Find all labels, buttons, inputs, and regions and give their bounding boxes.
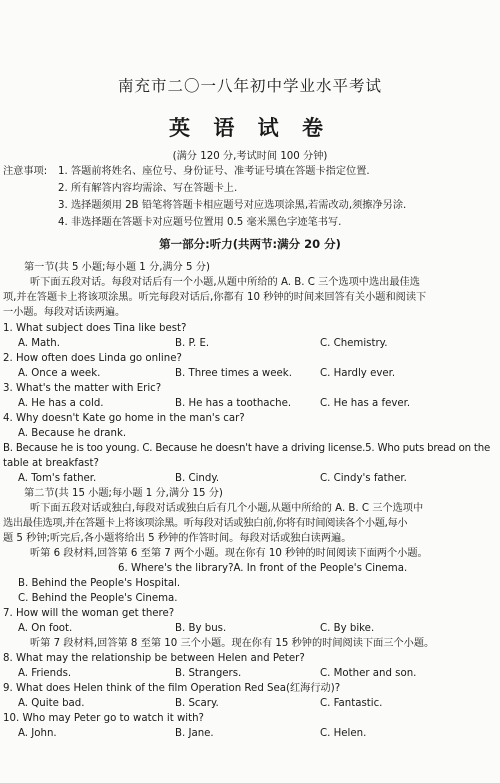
option-a: A. He has a cold. [18, 398, 104, 409]
notice-item-1: 1. 答题前将姓名、座位号、身份证号、准考证号填在答题卡指定位置. [58, 166, 370, 177]
option-b: B. He has a toothache. [175, 398, 292, 409]
option-a: A. On foot. [18, 623, 73, 634]
question-stem: 9. What does Helen think of the film Operation Red Sea(红海行动)? [3, 683, 341, 694]
question-stem: 3. What's the matter with Eric? [3, 383, 162, 394]
section2-instruction-line: 听下面五段对话或独白,每段对话或独白后有几个小题,从题中所给的 A. B. C 三个选项中 [30, 503, 424, 514]
option-run-line: B. Because he is too young. C. Because he doesn't have a driving license.5. Who puts bread on the [3, 443, 491, 454]
option-c: C. He has a fever. [320, 398, 411, 409]
question-stem: 8. What may the relationship be between Helen and Peter? [3, 653, 305, 664]
notice-item-3: 3. 选择题须用 2B 铅笔将答题卡相应题号对应选项涂黑,若需改动,须擦净另涂. [58, 200, 407, 211]
option-a: A. Quite bad. [18, 698, 85, 709]
option-c: C. Helen. [320, 728, 367, 739]
option-c: C. Fantastic. [320, 698, 383, 709]
exam-title: 南充市二〇一八年初中学业水平考试 [117, 77, 382, 95]
option-b: B. Scary. [175, 698, 219, 709]
part1-heading: 第一部分:听力(共两节:满分 20 分) [159, 237, 341, 251]
notice-item-2: 2. 所有解答内容均需涂、写在答题卡上. [58, 183, 238, 194]
option-b: B. Cindy. [175, 473, 220, 484]
option-a: A. Math. [18, 338, 60, 349]
section1-instruction-line: 一小题。每段对话读两遍。 [3, 307, 126, 318]
option-b: B. Behind the People's Hospital. [18, 578, 181, 589]
option-a: A. Friends. [18, 668, 72, 679]
question-stem: 7. How will the woman get there? [3, 608, 175, 619]
option-c: C. By bike. [320, 623, 375, 634]
option-a: A. Because he drank. [18, 428, 127, 439]
exam-subtitle: (满分 120 分,考试时间 100 分钟) [172, 151, 328, 162]
option-a: A. Tom's father. [18, 473, 97, 484]
section1-heading: 第一节(共 5 小题;每小题 1 分,满分 5 分) [24, 262, 210, 273]
option-a: A. Once a week. [18, 368, 101, 379]
option-b: B. Jane. [175, 728, 214, 739]
material-6-instruction: 听第 6 段材料,回答第 6 至第 7 两个小题。现在你有 10 秒钟的时间阅读下面两个小题。 [30, 548, 428, 559]
section1-instruction-line: 听下面五段对话。每段对话后有一个小题,从题中所给的 A. B. C 三个选项中选出最佳选 [30, 277, 420, 288]
notice-label: 注意事项: [3, 166, 48, 177]
material-7-instruction: 听第 7 段材料,回答第 8 至第 10 三个小题。现在你有 15 秒钟的时间阅读下面三个小题。 [30, 638, 435, 649]
option-c: C. Chemistry. [320, 338, 388, 349]
section1-instruction-line: 项,并在答题卡上将该项涂黑。听完每段对话后,你都有 10 秒钟的时间来回答有关小题和阅读下 [3, 292, 427, 303]
question-stem: 2. How often does Linda go online? [3, 353, 182, 364]
question-stem: 4. Why doesn't Kate go home in the man's car? [3, 413, 245, 424]
option-c: C. Cindy's father. [320, 473, 407, 484]
subject-title: 英 语 试 卷 [169, 115, 331, 140]
option-c: C. Behind the People's Cinema. [18, 593, 178, 604]
option-c: C. Mother and son. [320, 668, 417, 679]
option-b: B. P. E. [175, 338, 210, 349]
option-c: C. Hardly ever. [320, 368, 396, 379]
option-a: A. John. [18, 728, 57, 739]
question-stem: 6. Where's the library?A. In front of the People's Cinema. [118, 563, 408, 574]
option-b: B. Strangers. [175, 668, 242, 679]
option-b: B. By bus. [175, 623, 227, 634]
question-stem: 1. What subject does Tina like best? [3, 323, 187, 334]
section2-instruction-line: 选出最佳选项,并在答题卡上将该项涂黑。听每段对话或独白前,你将有时间阅读各个小题,每小 [3, 518, 408, 529]
notice-item-4: 4. 非选择题在答题卡对应题号位置用 0.5 毫米黑色字迹笔书写. [58, 217, 342, 228]
question-stem: 10. Who may Peter go to watch it with? [3, 713, 204, 724]
option-b: B. Three times a week. [175, 368, 292, 379]
question-stem: table at breakfast? [3, 458, 99, 469]
section2-heading: 第二节(共 15 小题;每小题 1 分,满分 15 分) [24, 488, 223, 499]
section2-instruction-line: 题 5 秒钟;听完后,各小题将给出 5 秒钟的作答时间。每段对话或独白读两遍。 [3, 533, 352, 544]
